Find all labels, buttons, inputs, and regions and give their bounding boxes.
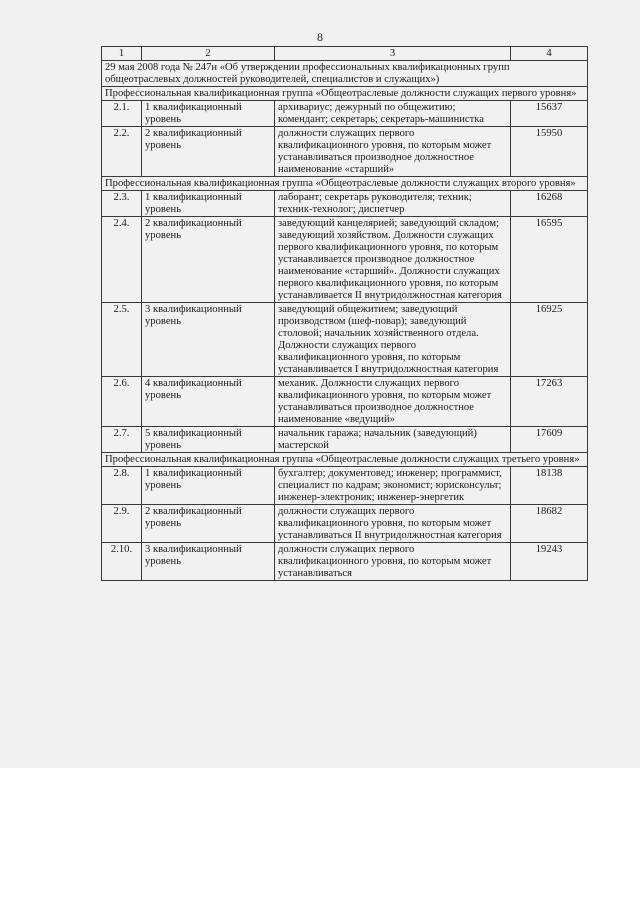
qualification-level: 1 квалификационный уровень bbox=[142, 101, 275, 127]
row-number: 2.8. bbox=[102, 467, 142, 505]
table-row bbox=[102, 217, 588, 303]
salary: 16595 bbox=[511, 217, 588, 303]
order-title: 29 мая 2008 года № 247н «Об утверждении профессиональных квалификационных групп общеотраслевых должностей руководителей, специалистов и служащих») bbox=[102, 61, 588, 87]
column-number: 4 bbox=[511, 47, 588, 61]
column-number: 2 bbox=[142, 47, 275, 61]
row-number: 2.4. bbox=[102, 217, 142, 303]
column-number: 3 bbox=[275, 47, 511, 61]
qualification-level: 1 квалификационный уровень bbox=[142, 467, 275, 505]
table-row bbox=[102, 377, 588, 427]
table-row bbox=[102, 427, 588, 453]
qualification-level: 5 квалификационный уровень bbox=[142, 427, 275, 453]
qualification-level: 1 квалификационный уровень bbox=[142, 191, 275, 217]
table-row bbox=[102, 303, 588, 377]
group-title-row bbox=[102, 87, 588, 101]
qualification-level: 2 квалификационный уровень bbox=[142, 505, 275, 543]
qualification-level: 2 квалификационный уровень bbox=[142, 127, 275, 177]
table-row bbox=[102, 191, 588, 217]
positions: должности служащих первого квалификационного уровня, по которым может устанавливаться производное должностное наименование «старший» bbox=[275, 127, 511, 177]
table-row bbox=[102, 101, 588, 127]
positions: должности служащих первого квалификационного уровня, по которым может устанавливаться bbox=[275, 543, 511, 581]
salary: 15637 bbox=[511, 101, 588, 127]
salary: 18138 bbox=[511, 467, 588, 505]
qualification-level: 4 квалификационный уровень bbox=[142, 377, 275, 427]
column-number-row bbox=[102, 47, 588, 61]
row-number: 2.7. bbox=[102, 427, 142, 453]
row-number: 2.10. bbox=[102, 543, 142, 581]
page-number: 8 bbox=[317, 30, 323, 44]
positions: начальник гаража; начальник (заведующий) мастерской bbox=[275, 427, 511, 453]
group-title: Профессиональная квалификационная группа «Общеотраслевые должности служащих второго уровня» bbox=[102, 177, 588, 191]
table-row bbox=[102, 467, 588, 505]
positions: лаборант; секретарь руководителя; техник; техник-технолог; диспетчер bbox=[275, 191, 511, 217]
row-number: 2.3. bbox=[102, 191, 142, 217]
table-row bbox=[102, 505, 588, 543]
positions: бухгалтер; документовед; инженер; программист, специалист по кадрам; экономист; юрисконсульт; инженер-электроник; инженер-энергетик bbox=[275, 467, 511, 505]
row-number: 2.6. bbox=[102, 377, 142, 427]
table-row bbox=[102, 543, 588, 581]
positions: заведующий канцелярией; заведующий складом; заведующий хозяйством. Должности служащих первого квалификационного уровня, по которым устанавливается производное должностное наименование «старший». Должности служащих первого квалификационного уровня, по которым устанавливается II внутридолжностная категория bbox=[275, 217, 511, 303]
salary-table bbox=[101, 46, 588, 581]
row-number: 2.5. bbox=[102, 303, 142, 377]
row-number: 2.1. bbox=[102, 101, 142, 127]
salary: 16925 bbox=[511, 303, 588, 377]
group-title: Профессиональная квалификационная группа «Общеотраслевые должности служащих третьего уровня» bbox=[102, 453, 588, 467]
group-title-row bbox=[102, 453, 588, 467]
positions: механик. Должности служащих первого квалификационного уровня, по которым может устанавливаться производное должностное наименование «ведущий» bbox=[275, 377, 511, 427]
salary: 15950 bbox=[511, 127, 588, 177]
qualification-level: 2 квалификационный уровень bbox=[142, 217, 275, 303]
qualification-level: 3 квалификационный уровень bbox=[142, 543, 275, 581]
row-number: 2.2. bbox=[102, 127, 142, 177]
salary: 17263 bbox=[511, 377, 588, 427]
table-row bbox=[102, 127, 588, 177]
qualification-level: 3 квалификационный уровень bbox=[142, 303, 275, 377]
group-title-row bbox=[102, 177, 588, 191]
salary: 16268 bbox=[511, 191, 588, 217]
positions: заведующий общежитием; заведующий производством (шеф-повар); заведующий столовой; начальник хозяйственного отдела. Должности служащих первого квалификационного уровня, по которым устанавливается I внутридолжностная категория bbox=[275, 303, 511, 377]
salary: 19243 bbox=[511, 543, 588, 581]
salary: 17609 bbox=[511, 427, 588, 453]
positions: архивариус; дежурный по общежитию; комендант; секретарь; секретарь-машинистка bbox=[275, 101, 511, 127]
group-title: Профессиональная квалификационная группа «Общеотраслевые должности служащих первого уровня» bbox=[102, 87, 588, 101]
row-number: 2.9. bbox=[102, 505, 142, 543]
order-title-row bbox=[102, 61, 588, 87]
positions: должности служащих первого квалификационного уровня, по которым может устанавливаться II внутридолжностная категория bbox=[275, 505, 511, 543]
column-number: 1 bbox=[102, 47, 142, 61]
salary: 18682 bbox=[511, 505, 588, 543]
